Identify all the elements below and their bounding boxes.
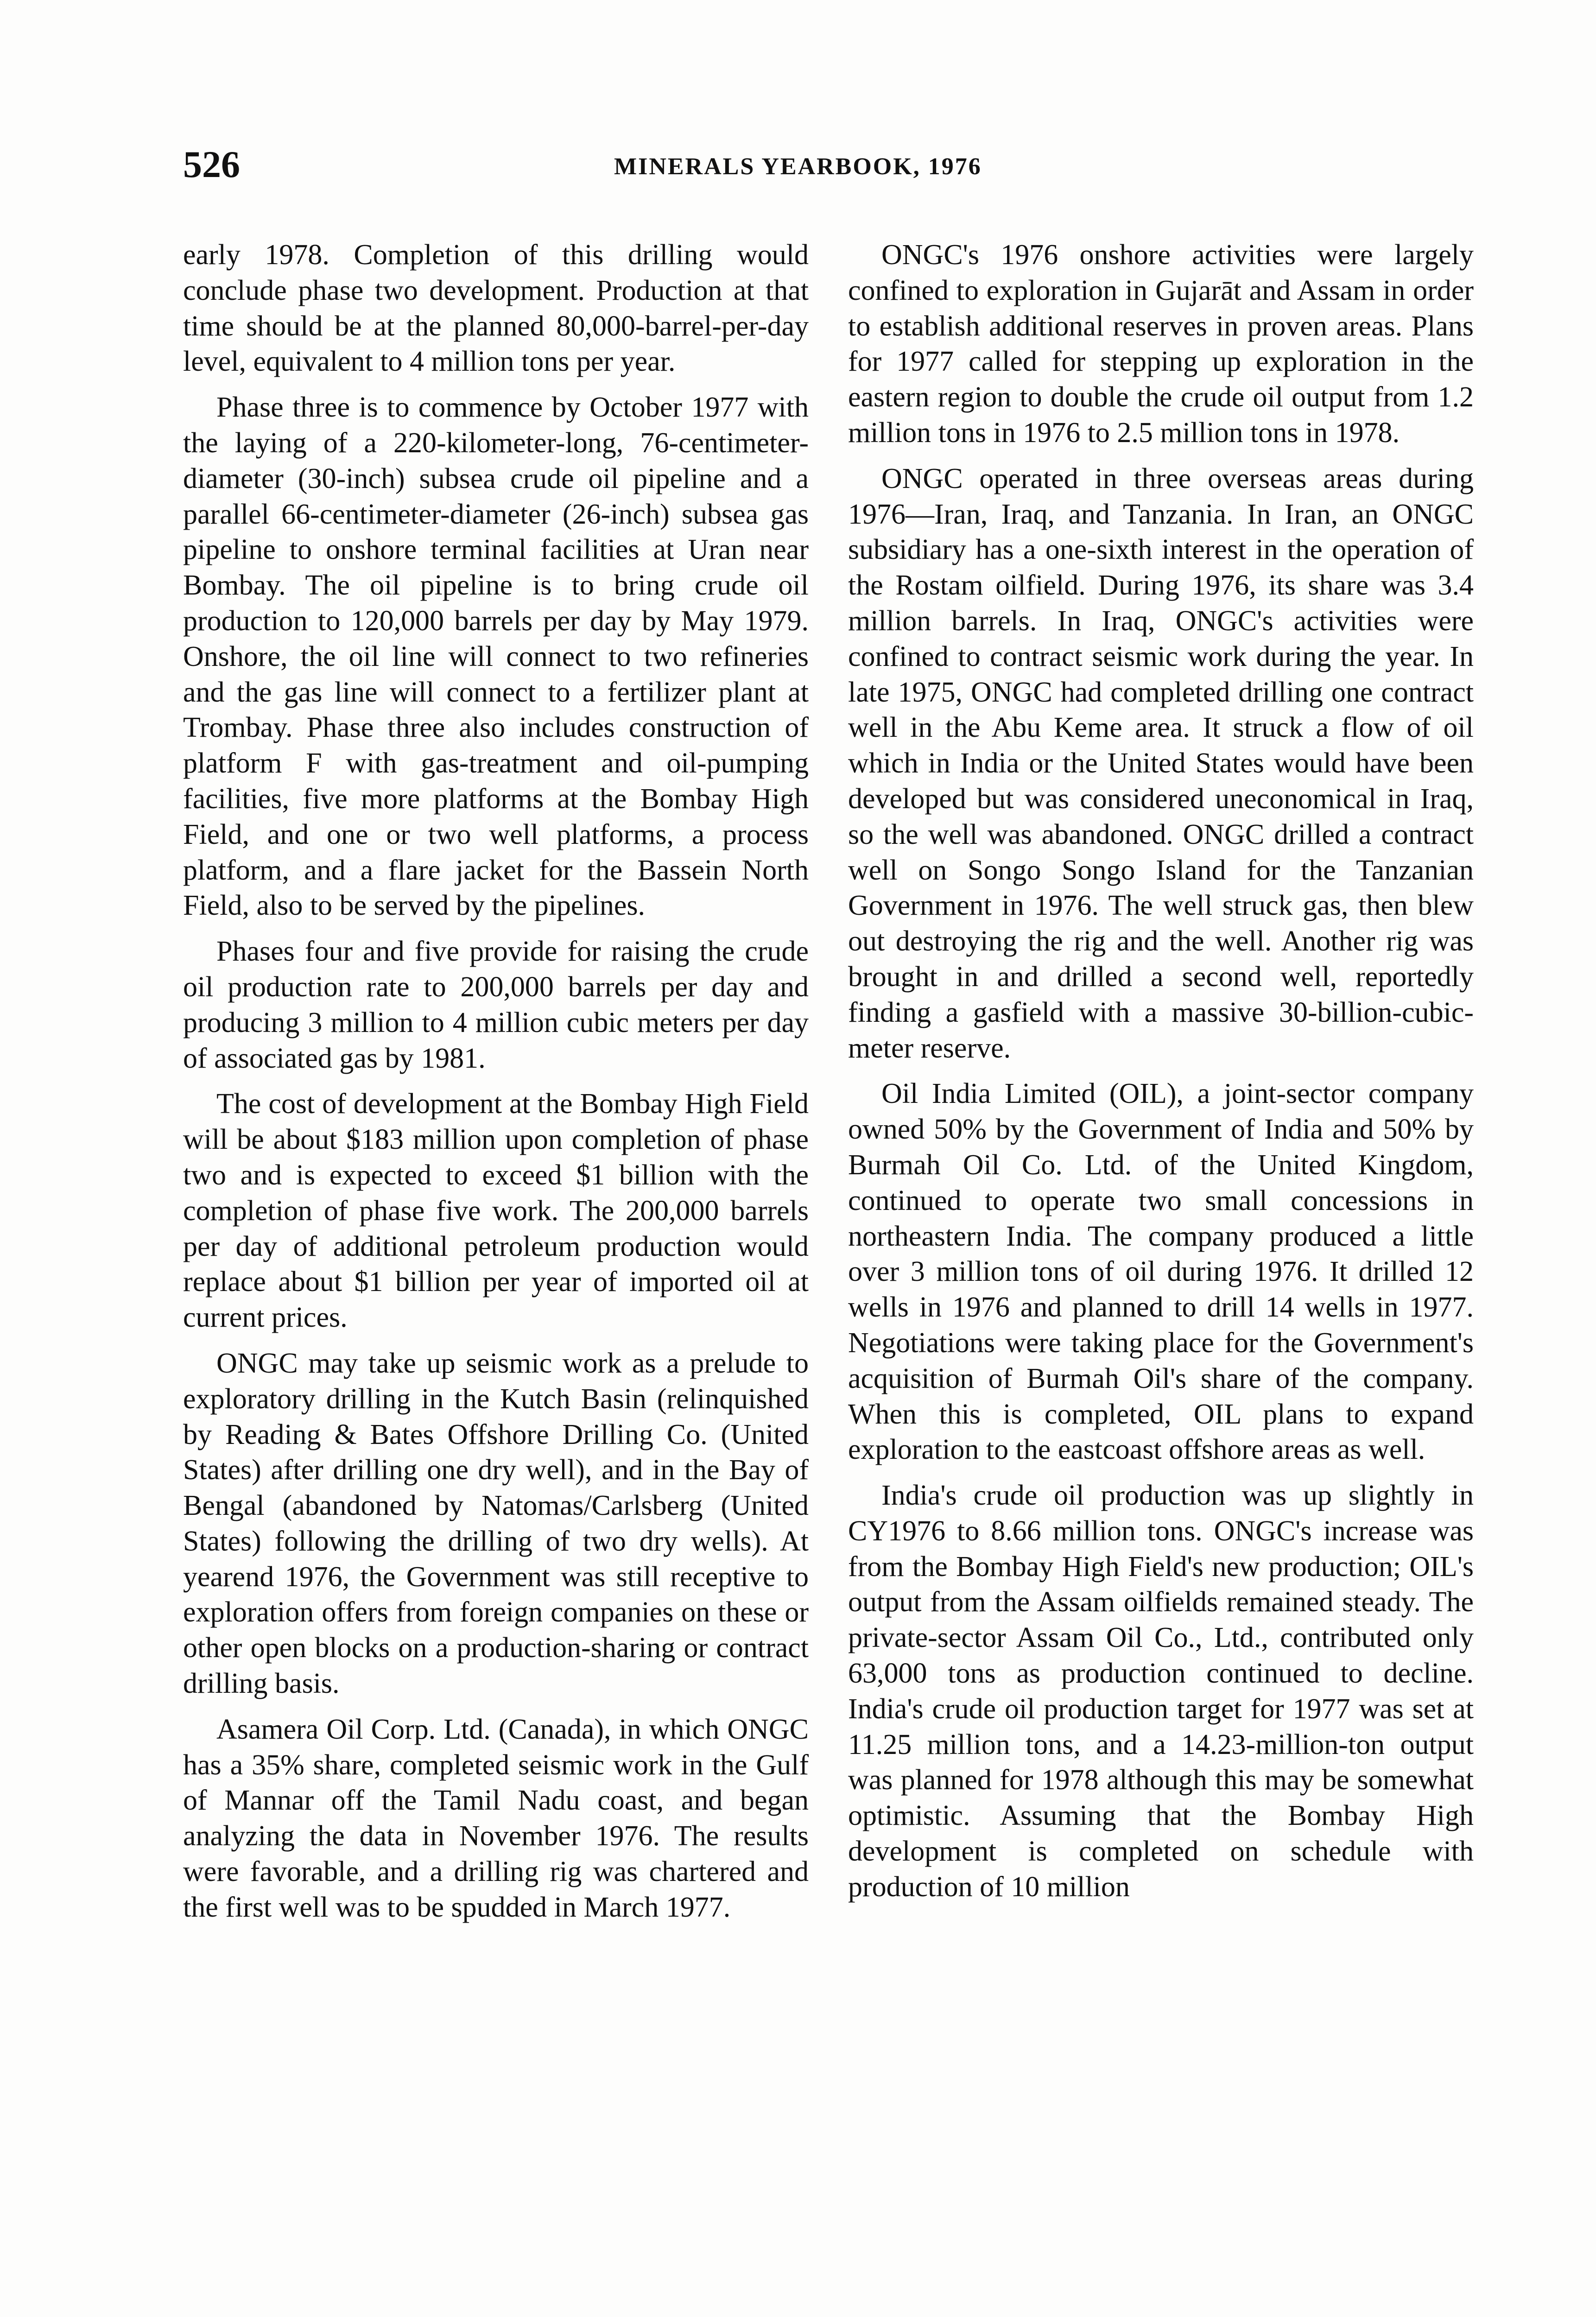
paragraph: early 1978. Completion of this drilling would conclude phase two development. Production at that time should be at the planned 80,000-barrel-per-day level, equivalent to 4 million tons per year. xyxy=(183,239,809,378)
paragraph: Phases four and five provide for raising the crude oil production rate to 200,000 barrels per day and producing 3 million to 4 million cubic meters per day of associated gas by 1981. xyxy=(183,936,809,1074)
page-header xyxy=(183,139,1017,190)
page-number: 526 xyxy=(183,143,240,185)
paragraph: India's crude oil production was up slightly in CY1976 to 8.66 million tons. ONGC's increase was from the Bombay High Field's new production; OIL's output from the Assam oilfields remained steady. The private-sector Assam Oil Co., Ltd., contributed only 63,000 tons as production continued to decline. India's crude oil production target for 1977 was set at 11.25 million tons, and a 14.23-million-ton output was planned for 1978 although this may be somewhat optimistic. Assuming that the Bombay High development is completed on schedule with production of 10 million xyxy=(848,1480,1474,1903)
right-column xyxy=(848,237,1474,1915)
paragraph: ONGC may take up seismic work as a prelude to exploratory drilling in the Kutch Basin (relinquished by Reading & Bates Offshore Drilling Co. (United States) after drilling one dry well), and in the Bay of Bengal (abandoned by Natomas/Carlsberg (United States) following the drilling of two dry wells). At yearend 1976, the Government was still receptive to exploration offers from foreign companies on these or other open blocks on a production-sharing or contract drilling basis. xyxy=(183,1347,809,1700)
left-column xyxy=(183,237,809,1936)
paragraph: Phase three is to commence by October 1977 with the laying of a 220-kilometer-long, 76-centimeter-diameter (30-inch) subsea crude oil pipeline and a parallel 66-centimeter-diameter (26-inch) subsea gas pipeline to onshore terminal facilities at Uran near Bombay. The oil pipeline is to bring crude oil production to 120,000 barrels per day by May 1979. Onshore, the oil line will connect to two refineries and the gas line will connect to a fertilizer plant at Trombay. Phase three also includes construction of platform F with gas-treatment and oil-pumping facilities, five more platforms at the Bombay High Field, and one or two well platforms, a process platform, and a flare jacket for the Bassein North Field, also to be served by the pipelines. xyxy=(183,392,809,922)
paragraph: Oil India Limited (OIL), a joint-sector company owned 50% by the Government of India and 50% by Burmah Oil Co. Ltd. of the United Kingdom, continued to operate two small concessions in northeastern India. The company produced a little over 3 million tons of oil during 1976. It drilled 12 wells in 1976 and planned to drill 14 wells in 1977. Negotiations were taking place for the Government's acquisition of Burmah Oil's share of the company. When this is completed, OIL plans to expand exploration to the eastcoast offshore areas as well. xyxy=(848,1078,1474,1466)
paragraph: ONGC's 1976 onshore activities were largely confined to exploration in Gujarāt and Assam in order to establish additional reserves in proven areas. Plans for 1977 called for stepping up exploration in the eastern region to double the crude oil output from 1.2 million tons in 1976 to 2.5 million tons in 1978. xyxy=(848,239,1474,449)
paragraph: The cost of development at the Bombay High Field will be about $183 million upon completion of phase two and is expected to exceed $1 billion with the completion of phase five work. The 200,000 barrels per day of additional petroleum production would replace about $1 billion per year of imported oil at current prices. xyxy=(183,1088,809,1334)
running-head: MINERALS YEARBOOK, 1976 xyxy=(614,153,982,180)
paragraph: Asamera Oil Corp. Ltd. (Canada), in which ONGC has a 35% share, completed seismic work in the Gulf of Mannar off the Tamil Nadu coast, and began analyzing the data in November 1976. The results were favorable, and a drilling rig was chartered and the first well was to be spudded in March 1977. xyxy=(183,1713,809,1923)
paragraph: ONGC operated in three overseas areas during 1976—Iran, Iraq, and Tanzania. In Iran, an ONGC subsidiary has a one-sixth interest in the operation of the Rostam oilfield. During 1976, its share was 3.4 million barrels. In Iraq, ONGC's activities were confined to contract seismic work during the year. In late 1975, ONGC had completed drilling one contract well in the Abu Keme area. It struck a flow of oil which in India or the United States would have been developed but was considered uneconomical in Iraq, so the well was abandoned. ONGC drilled a contract well on Songo Songo Island for the Tanzanian Government in 1976. The well struck gas, then blew out destroying the rig and the well. Another rig was brought in and drilled a second well, reportedly finding a gasfield with a massive 30-billion-cubic-meter reserve. xyxy=(848,462,1474,1064)
